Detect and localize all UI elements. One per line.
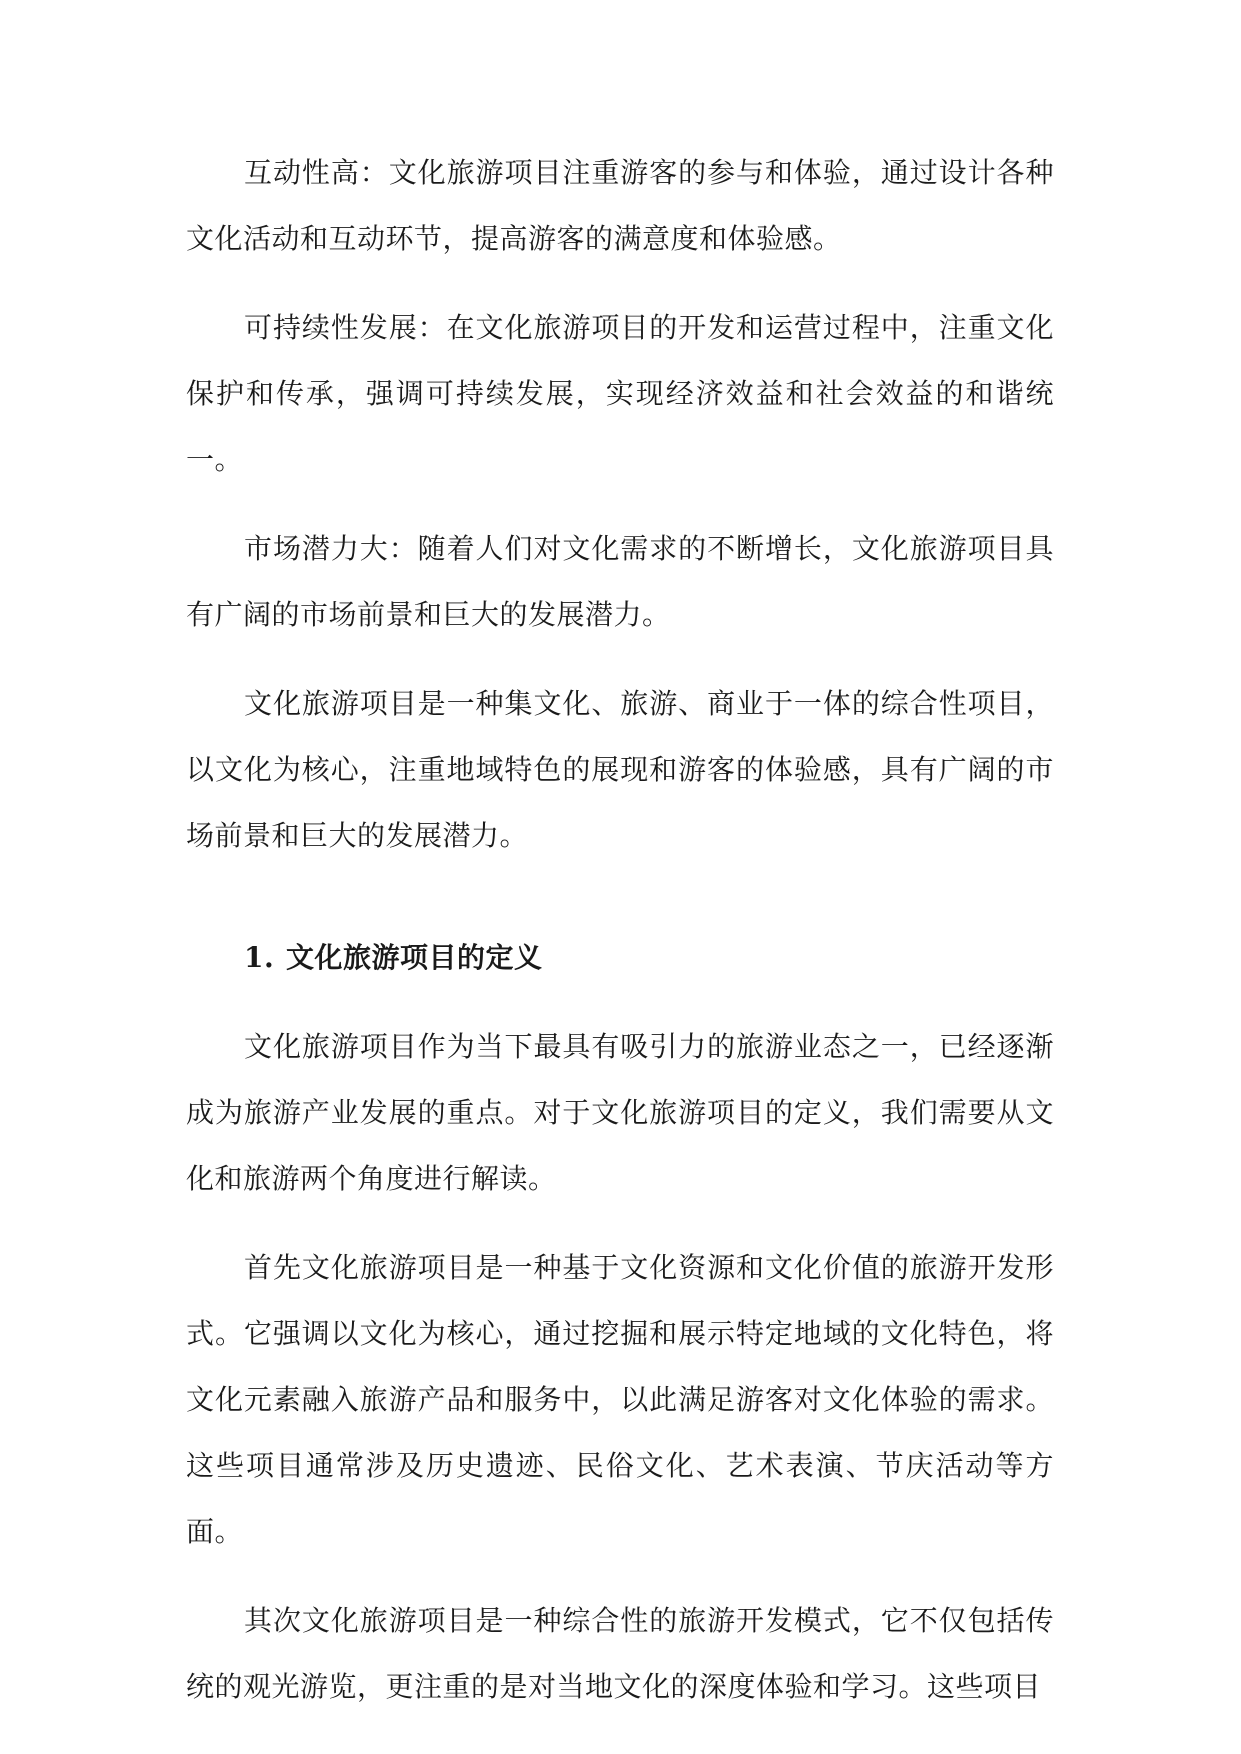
paragraph-definition-second: 其次文化旅游项目是一种综合性的旅游开发模式，它不仅包括传统的观光游览，更注重的是对当地文化的深度体验和学习。这些项目 [186,1604,1054,1703]
section-heading-number: 1. [244,941,275,974]
section-heading [186,925,1054,991]
paragraph-interactivity: 互动性高：文化旅游项目注重游客的参与和体验，通过设计各种文化活动和互动环节，提高游客的满意度和体验感。 [186,156,1054,255]
section-heading-title: 文化旅游项目的定义 [286,941,543,974]
paragraph-summary: 文化旅游项目是一种集文化、旅游、商业于一体的综合性项目，以文化为核心，注重地域特色的展现和游客的体验感，具有广阔的市场前景和巨大的发展潜力。 [186,687,1054,852]
paragraph-definition-first: 首先文化旅游项目是一种基于文化资源和文化价值的旅游开发形式。它强调以文化为核心，通过挖掘和展示特定地域的文化特色，将文化元素融入旅游产品和服务中，以此满足游客对文化体验的需求。这些项目通常涉及历史遗迹、民俗文化、艺术表演、节庆活动等方面。 [186,1251,1054,1548]
paragraph-market-potential: 市场潜力大：随着人们对文化需求的不断增长，文化旅游项目具有广阔的市场前景和巨大的发展潜力。 [186,532,1054,631]
document-body [186,140,1054,1720]
paragraph-definition-intro: 文化旅游项目作为当下最具有吸引力的旅游业态之一，已经逐渐成为旅游产业发展的重点。对于文化旅游项目的定义，我们需要从文化和旅游两个角度进行解读。 [186,1030,1054,1195]
paragraph-sustainability: 可持续性发展：在文化旅游项目的开发和运营过程中，注重文化保护和传承，强调可持续发展，实现经济效益和社会效益的和谐统一。 [186,311,1054,476]
